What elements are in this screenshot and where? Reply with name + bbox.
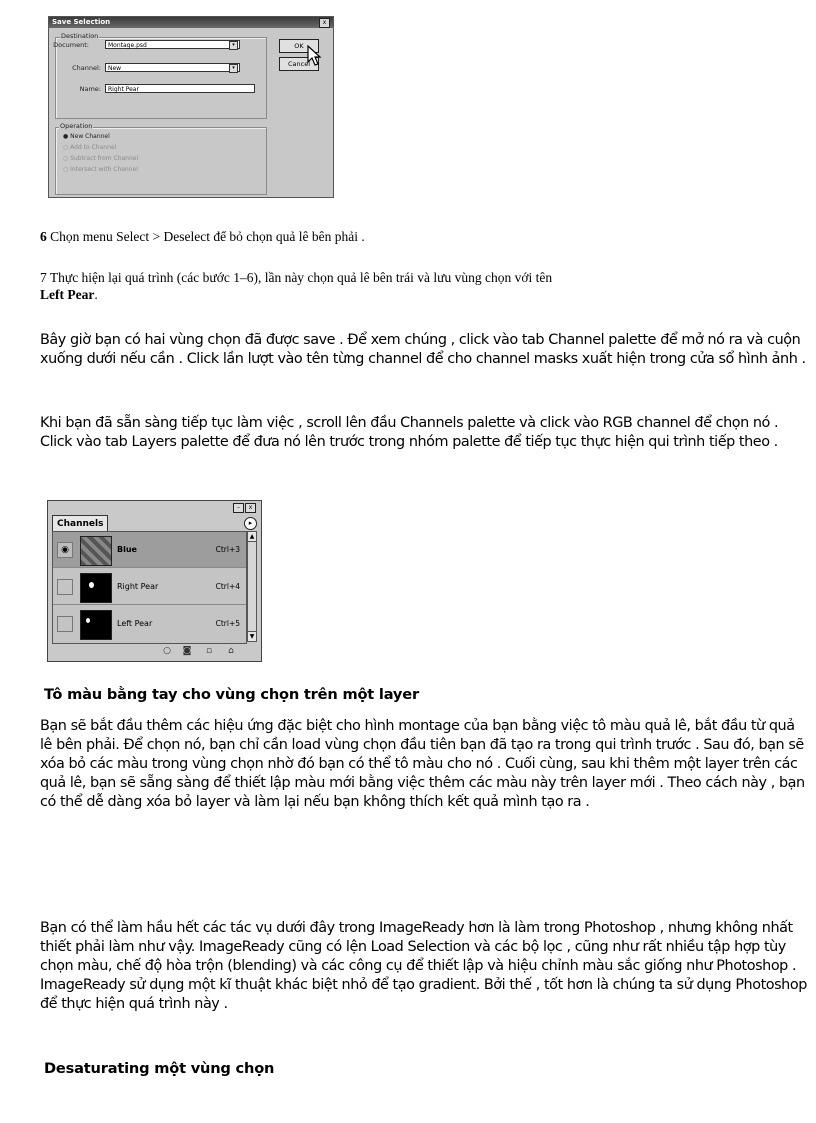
channel-select[interactable]: [105, 63, 240, 72]
paragraph-imageready: Bạn có thể làm hầu hết các tác vụ dưới đây trong ImageReady hơn là làm trong Photoshop , nhưng không nhất thiết phải làm như vậy. ImageReady cũng có lện Load Selection và các bộ lọc , cũng như rất nhiều tập hợp tùy chọn màu, chế độ hòa trộn (blending) và các công cụ để thiết lập và hiệu chỉnh màu sắc giống như Photoshop . ImageReady sử dụng một kĩ thuật khác biệt nhỏ để tạo gradient. Bởi thế , tốt hơn là chúng ta sử dụng Photoshop để thực hiện quá trình này .: [40, 920, 807, 1012]
channel-name: Right Pear: [117, 582, 159, 591]
chevron-down-icon: ▾: [229, 64, 238, 73]
radio-new-channel[interactable]: ● New Channel: [63, 133, 110, 140]
radio-label: New Channel: [70, 133, 110, 140]
destination-label: Destination: [61, 32, 99, 40]
section-heading-desaturating: Desaturating một vùng chọn: [44, 1060, 275, 1077]
eye-icon[interactable]: [57, 616, 73, 632]
scroll-up-icon[interactable]: ▲: [249, 533, 255, 540]
new-channel-icon[interactable]: ▫: [205, 646, 213, 656]
palette-menu-icon[interactable]: ▸: [244, 517, 257, 530]
step-text: Chọn menu Select > Deselect để bỏ chọn quả lê bên phải .: [46, 229, 365, 244]
cancel-button[interactable]: Cancel: [279, 57, 319, 71]
close-icon[interactable]: x: [319, 18, 330, 28]
step-6: [40, 228, 780, 245]
channel-thumbnail: [80, 610, 112, 640]
step-end: .: [94, 287, 98, 302]
save-selection-icon[interactable]: ◙: [182, 646, 192, 656]
scrollbar[interactable]: [247, 531, 257, 642]
step-bold: Left Pear: [40, 287, 95, 302]
ok-button[interactable]: OK: [279, 39, 319, 53]
channels-palette: [47, 500, 262, 662]
scroll-down-icon[interactable]: ▼: [249, 633, 255, 640]
tab-channels[interactable]: Channels: [52, 515, 108, 531]
channel-thumbnail: [80, 536, 112, 566]
mouse-cursor-icon: [307, 45, 323, 67]
save-selection-dialog: [48, 16, 334, 198]
document-select[interactable]: [105, 40, 240, 49]
radio-add-to-channel[interactable]: ○ Add to Channel: [63, 144, 117, 151]
name-input[interactable]: Right Pear: [105, 84, 255, 93]
radio-label: Intersect with Channel: [70, 166, 138, 173]
paragraph-hand-coloring: Bạn sẽ bắt đầu thêm các hiệu ứng đặc biệt cho hình montage của bạn bằng việc tô màu quả lê, bắt đầu từ quả lê bên phải. Để chọn nó, bạn chỉ cần load vùng chọn đầu tiên bạn đã tạo ra trong qui trình trước . Sau đó, bạn sẽ xóa bỏ các màu trong vùng chọn nhờ đó bạn có thể tô màu cho nó . Cuối cùng, sau khi thêm một layer trên các quả lê, bạn sẽ sẵng sàng để thiết lập màu mới bằng việc thêm các màu này trên layer mới . Theo cách này , bạn có thể dễ dàng xóa bỏ layer và làm lại nếu bạn không thích kết quả mình tạo ra .: [40, 718, 805, 810]
minimize-icon[interactable]: –: [233, 503, 244, 513]
eye-icon[interactable]: ◉: [57, 542, 73, 558]
radio-label: Subtract from Channel: [70, 155, 139, 162]
channel-list: [52, 531, 247, 644]
step-7: [40, 269, 780, 303]
load-selection-icon[interactable]: ○: [163, 646, 171, 656]
channel-row-right-pear[interactable]: [53, 569, 246, 605]
radio-subtract-from-channel[interactable]: ○ Subtract from Channel: [63, 155, 139, 162]
document-label: Document:: [53, 41, 89, 49]
channel-name: Blue: [117, 545, 137, 554]
channel-row-blue[interactable]: [53, 532, 246, 568]
name-label: Name:: [79, 85, 101, 93]
channel-row-left-pear[interactable]: [53, 606, 246, 642]
channel-shortcut: Ctrl+5: [215, 619, 240, 628]
channel-value: New: [108, 65, 122, 72]
dialog-title: Save Selection: [49, 17, 333, 28]
eye-icon[interactable]: [57, 579, 73, 595]
chevron-down-icon: ▾: [229, 41, 238, 50]
trash-icon[interactable]: ⌂: [228, 646, 234, 656]
channel-thumbnail: [80, 573, 112, 603]
pear-mask-icon: [86, 618, 90, 623]
step-text: 7 Thực hiện lại quá trình (các bước 1–6), lần này chọn quả lê bên trái và lưu vùng chọn với tên: [40, 270, 553, 285]
paragraph-view-channels: Bây giờ bạn có hai vùng chọn đã được save . Để xem chúng , click vào tab Channel palette để mở nó ra và cuộn xuống dưới nếu cần . Click lần lượt vào tên từng channel để cho channel masks xuất hiện trong cửa sổ hình ảnh .: [40, 332, 806, 367]
palette-bottom-bar: [52, 644, 257, 659]
step-number: 6: [40, 229, 47, 244]
paragraph-continue-work: Khi bạn đã sẵn sàng tiếp tục làm việc , scroll lên đầu Channels palette và click vào RGB channel để chọn nó . Click vào tab Layers palette để đưa nó lên trước trong nhóm palette để tiếp tục thực hiện qui trình tiếp theo .: [40, 415, 779, 450]
channel-shortcut: Ctrl+3: [215, 545, 240, 554]
channel-label: Channel:: [72, 64, 101, 72]
section-heading-hand-coloring: Tô màu bằng tay cho vùng chọn trên một layer: [44, 686, 419, 703]
channel-name: Left Pear: [117, 619, 153, 628]
channel-shortcut: Ctrl+4: [215, 582, 240, 591]
operation-label: Operation: [60, 122, 93, 130]
close-icon[interactable]: x: [245, 503, 256, 513]
pear-mask-icon: [89, 582, 94, 588]
document-value: Montage.psd: [108, 42, 147, 49]
radio-intersect-with-channel[interactable]: ○ Intersect with Channel: [63, 166, 138, 173]
radio-label: Add to Channel: [70, 144, 117, 151]
